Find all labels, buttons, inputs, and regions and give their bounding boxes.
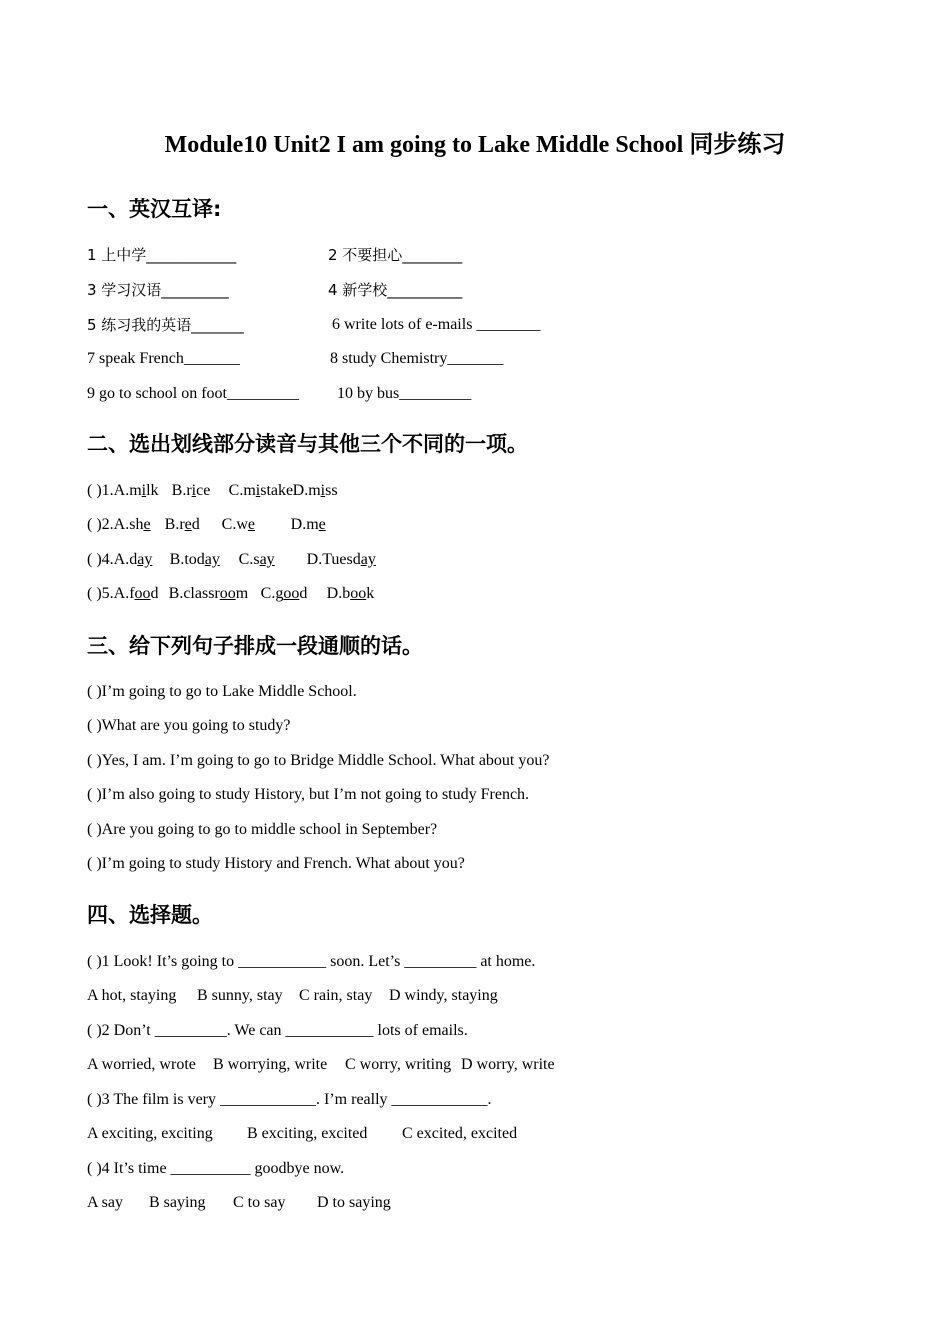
- underlined-part: i: [141, 482, 147, 499]
- q4-options: [87, 1193, 391, 1213]
- page-title: Module10 Unit2 I am going to Lake Middle School 同步练习: [164, 132, 786, 158]
- q2-option-d: D worry, write: [461, 1056, 555, 1073]
- section-2-heading: 二、选出划线部分读音与其他三个不同的一项。: [87, 432, 528, 456]
- question-number: ( )5.: [87, 585, 114, 602]
- phonics-option: B.rice: [171, 482, 211, 499]
- q3-stem: ( )3 The film is very ____________. I’m really ____________.: [87, 1091, 492, 1108]
- q2-options: [87, 1055, 555, 1075]
- q3-option-c: C excited, excited: [402, 1125, 518, 1142]
- s1-item-1: 1 上中学____________: [87, 246, 237, 264]
- q1-option-b: B sunny, stay: [197, 987, 283, 1004]
- q1-stem: ( )1 Look! It’s going to ___________ soon. Let’s _________ at home.: [87, 953, 536, 970]
- s1-item-6: 6 write lots of e-mails ________: [332, 316, 541, 333]
- q4-option-b: B saying: [149, 1194, 206, 1211]
- phonics-row: [87, 584, 374, 604]
- phonics-option: B.today: [169, 551, 220, 568]
- underlined-part: ay: [204, 551, 220, 568]
- q1-options: [87, 986, 498, 1006]
- phonics-option: D.miss: [292, 482, 338, 499]
- s1-item-4: 4 新学校__________: [328, 281, 463, 299]
- s3-sentence-4: ( )I’m also going to study History, but I’m not going to study French.: [87, 786, 530, 803]
- q4-option-c: C to say: [233, 1194, 286, 1211]
- q3-option-a: A exciting, exciting: [87, 1125, 213, 1142]
- q1-option-d: D windy, staying: [389, 987, 498, 1004]
- underlined-part: oo: [283, 585, 300, 602]
- phonics-option: C.good: [260, 585, 308, 602]
- s1-item-3: 3 学习汉语_________: [87, 281, 229, 299]
- underlined-part: oo: [134, 585, 151, 602]
- q4-stem: ( )4 It’s time __________ goodbye now.: [87, 1160, 345, 1177]
- s3-sentence-6: ( )I’m going to study History and French. What about you?: [87, 855, 465, 872]
- q2-option-a: A worried, wrote: [87, 1056, 196, 1073]
- phonics-option: A.she: [113, 516, 151, 533]
- phonics-option: D.Tuesday: [306, 551, 376, 568]
- underlined-part: i: [255, 482, 261, 499]
- underlined-part: ay: [259, 551, 275, 568]
- question-number: ( )1.: [87, 482, 114, 499]
- s1-item-10: 10 by bus_________: [337, 385, 472, 402]
- s1-item-9: 9 go to school on foot_________: [87, 385, 299, 402]
- s1-item-2: 2 不要担心________: [328, 246, 463, 264]
- q3-option-b: B exciting, excited: [247, 1125, 368, 1142]
- phonics-option: C.mistake: [228, 482, 294, 499]
- q2-stem: ( )2 Don’t _________. We can ___________ lots of emails.: [87, 1022, 468, 1039]
- s1-item-5: 5 练习我的英语_______: [87, 316, 244, 334]
- phonics-row: [87, 515, 326, 535]
- phonics-option: B.red: [164, 516, 200, 533]
- section-4-heading: 四、选择题。: [87, 903, 213, 927]
- question-number: ( )2.: [87, 516, 114, 533]
- s1-item-8: 8 study Chemistry_______: [330, 350, 504, 367]
- section-1-heading: 一、英汉互译:: [87, 197, 222, 221]
- phonics-row: [87, 481, 338, 501]
- phonics-option: D.book: [326, 585, 375, 602]
- phonics-option: A.milk: [113, 482, 159, 499]
- phonics-option: D.me: [290, 516, 326, 533]
- q4-option-d: D to saying: [317, 1194, 391, 1211]
- underlined-part: ay: [137, 551, 153, 568]
- phonics-option: C.say: [238, 551, 275, 568]
- q4-option-a: A say: [87, 1194, 123, 1211]
- underlined-part: e: [247, 516, 255, 533]
- q1-option-c: C rain, stay: [299, 987, 373, 1004]
- s3-sentence-5: ( )Are you going to go to middle school in September?: [87, 821, 438, 838]
- underlined-part: e: [143, 516, 151, 533]
- underlined-part: e: [318, 516, 326, 533]
- underlined-part: e: [184, 516, 192, 533]
- phonics-option: C.we: [221, 516, 255, 533]
- s3-sentence-3: ( )Yes, I am. I’m going to go to Bridge Middle School. What about you?: [87, 752, 550, 769]
- phonics-option: A.day: [113, 551, 153, 568]
- question-number: ( )4.: [87, 551, 114, 568]
- phonics-row: [87, 550, 376, 570]
- underlined-part: i: [320, 482, 326, 499]
- underlined-part: oo: [350, 585, 367, 602]
- underlined-part: oo: [219, 585, 236, 602]
- phonics-option: B.classroom: [168, 585, 249, 602]
- q3-options: [87, 1124, 517, 1144]
- q1-option-a: A hot, staying: [87, 987, 177, 1004]
- section-3-heading: 三、给下列句子排成一段通顺的话。: [87, 634, 423, 658]
- phonics-option: A.food: [113, 585, 159, 602]
- q2-option-b: B worrying, write: [213, 1056, 328, 1073]
- q2-option-c: C worry, writing: [345, 1056, 452, 1073]
- s1-item-7: 7 speak French_______: [87, 350, 240, 367]
- underlined-part: ay: [360, 551, 376, 568]
- s3-sentence-2: ( )What are you going to study?: [87, 717, 291, 734]
- underlined-part: i: [191, 482, 197, 499]
- s3-sentence-1: ( )I’m going to go to Lake Middle School.: [87, 683, 357, 700]
